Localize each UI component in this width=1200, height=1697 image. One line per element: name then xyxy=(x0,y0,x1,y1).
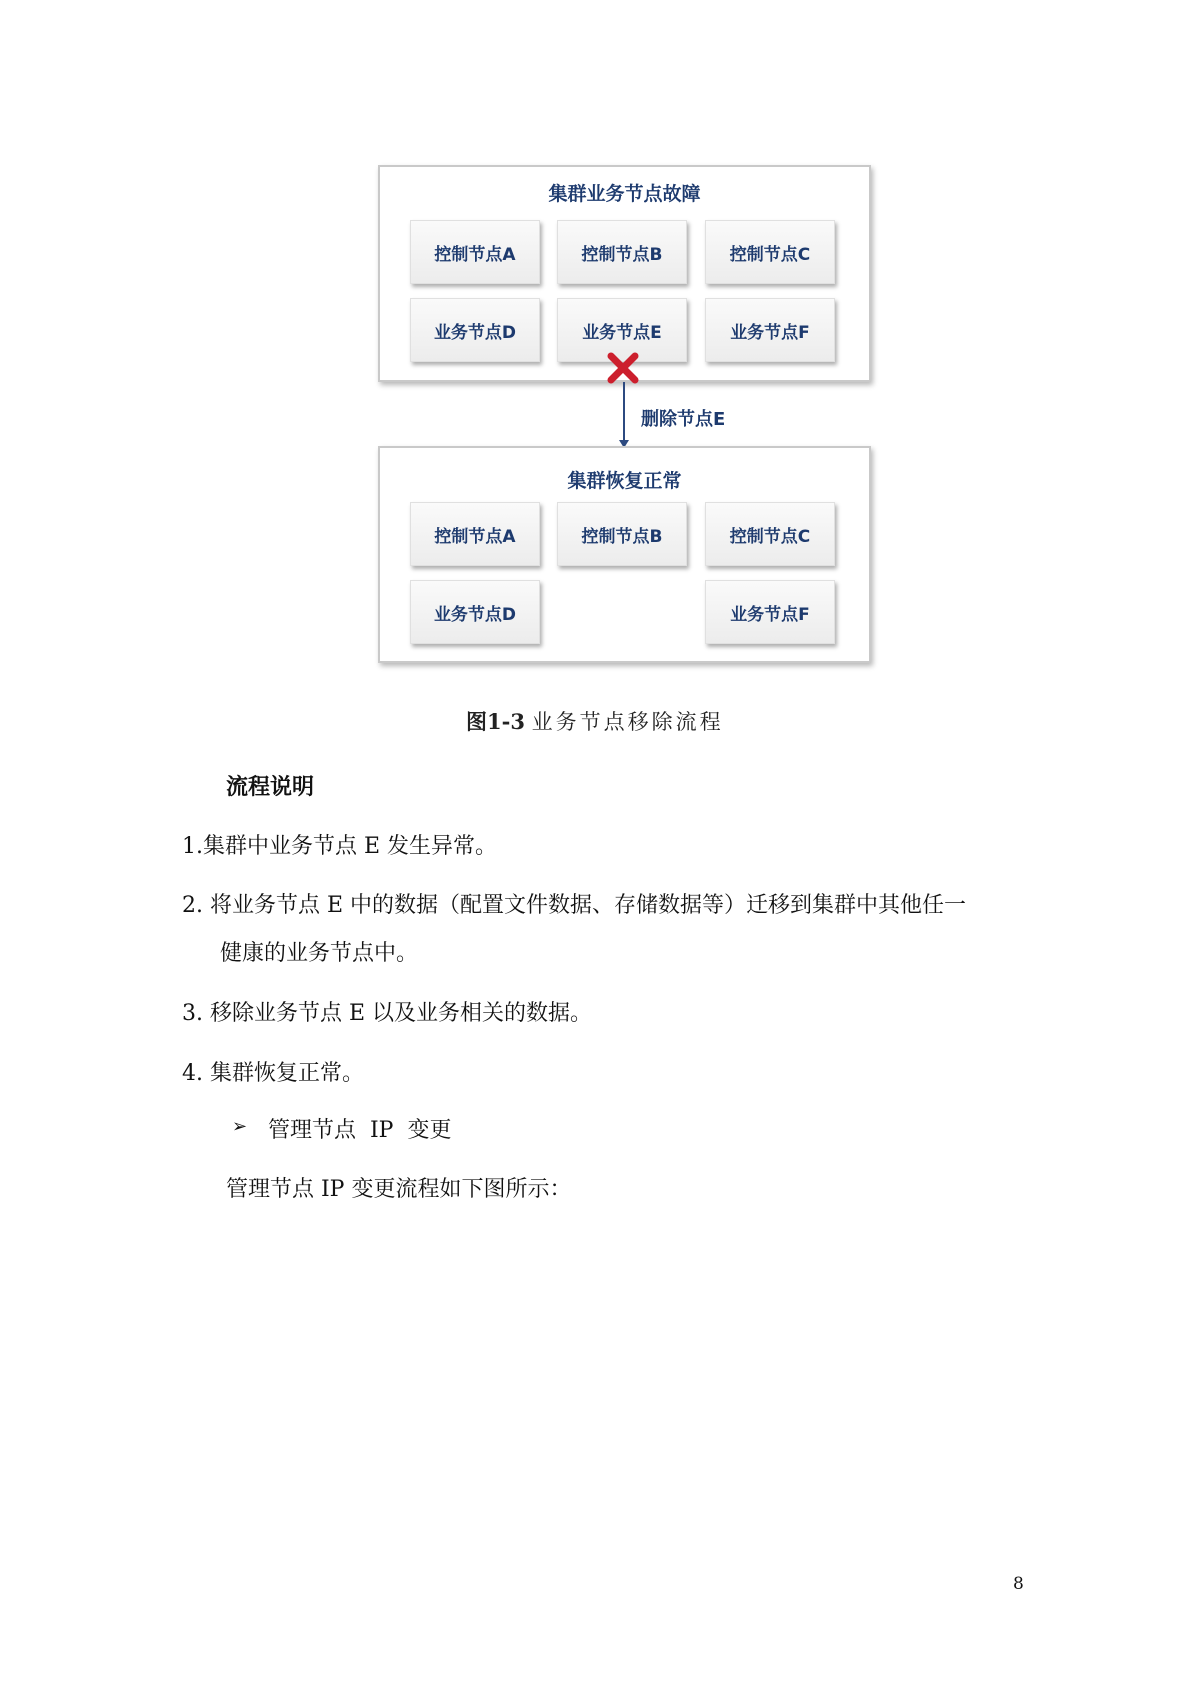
figure-caption-text: 业务节点移除流程 xyxy=(531,710,724,734)
failure-box-title: 集群业务节点故障 xyxy=(548,183,701,205)
step-2: 2. 将业务节点 E 中的数据（配置文件数据、存储数据等）迁移到集群中其他任一 xyxy=(182,893,967,918)
step-2-continued: 健康的业务节点中。 xyxy=(220,941,419,966)
business-node-f: 业务节点F xyxy=(705,580,835,644)
section-heading: 流程说明 xyxy=(226,774,315,800)
step-3: 3. 移除业务节点 E 以及业务相关的数据。 xyxy=(182,1001,593,1026)
control-node-b: 控制节点B xyxy=(557,502,687,566)
delete-node-label: 删除节点E xyxy=(641,409,726,430)
flow-arrow-line xyxy=(623,382,625,445)
control-node-b: 控制节点B xyxy=(557,220,687,284)
figure-caption xyxy=(466,706,724,736)
business-node-f: 业务节点F xyxy=(705,298,835,362)
business-node-e: 业务节点E xyxy=(557,298,687,362)
business-node-d: 业务节点D xyxy=(410,580,540,644)
cross-icon xyxy=(606,351,640,385)
page-number: 8 xyxy=(1013,1574,1024,1594)
bullet-arrow-icon: ➢ xyxy=(232,1116,248,1137)
step-4: 4. 集群恢复正常。 xyxy=(182,1061,364,1086)
control-node-c: 控制节点C xyxy=(705,502,835,566)
intro-text: 管理节点 IP 变更流程如下图所示： xyxy=(226,1177,572,1202)
control-node-c: 控制节点C xyxy=(705,220,835,284)
subsection-title: 管理节点 IP 变更 xyxy=(268,1118,452,1143)
recovered-box-title: 集群恢复正常 xyxy=(567,470,682,492)
business-node-d: 业务节点D xyxy=(410,298,540,362)
control-node-a: 控制节点A xyxy=(410,220,540,284)
control-node-a: 控制节点A xyxy=(410,502,540,566)
step-1: 1.集群中业务节点 E 发生异常。 xyxy=(182,834,498,859)
figure-number: 图1-3 xyxy=(466,709,525,734)
